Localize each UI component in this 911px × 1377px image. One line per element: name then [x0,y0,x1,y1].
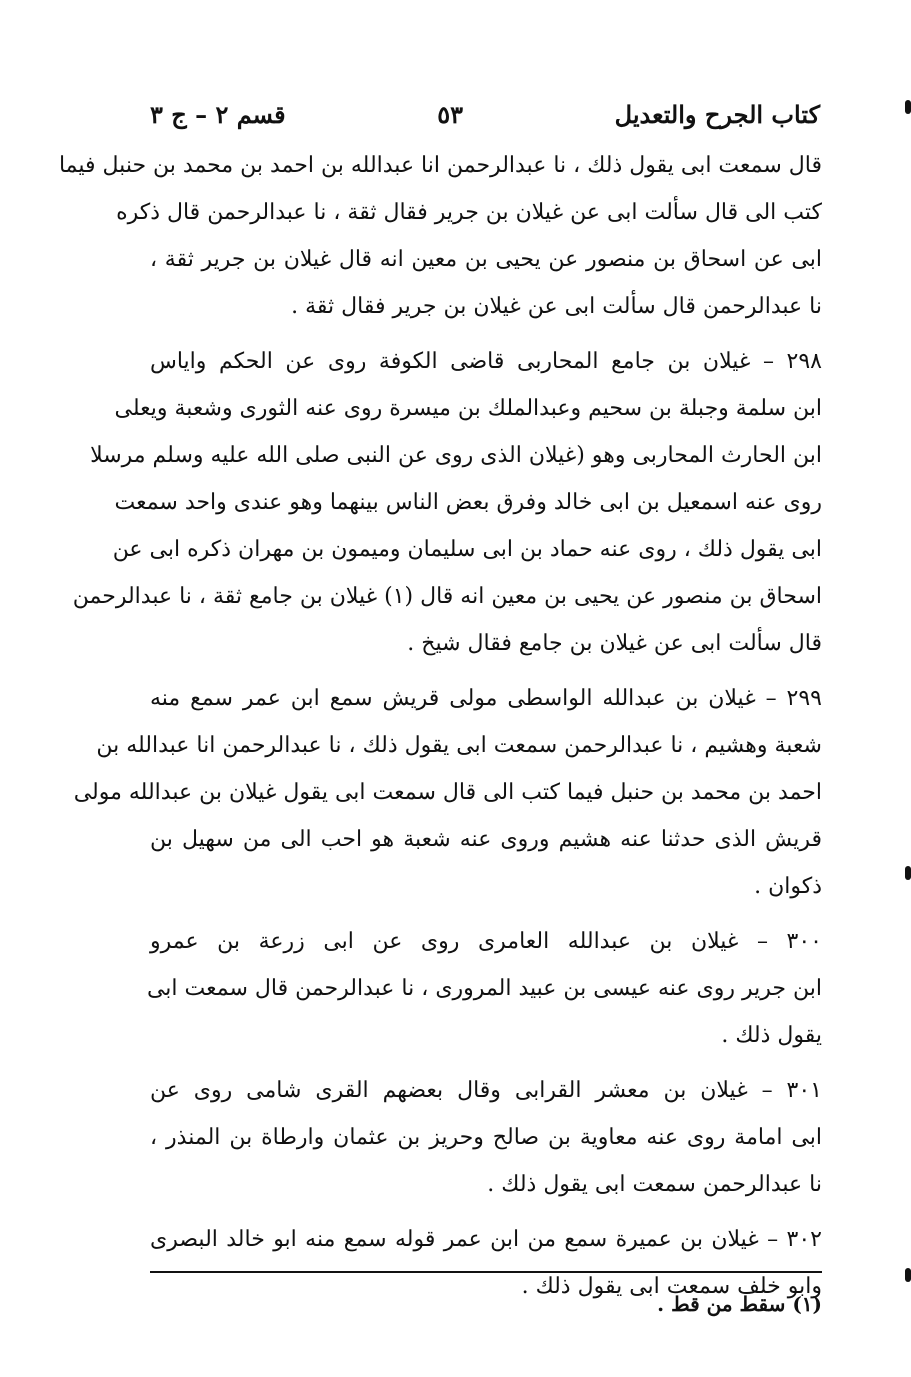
footnote-divider [150,1271,822,1273]
paragraph-gap [150,667,822,675]
text-line: ٣٠١ – غيلان بن معشر القرابى وقال بعضهم القرى شامى روى عن [150,1078,822,1103]
page-edge-mark [905,1268,911,1282]
text-line: ابن جرير روى عنه عيسى بن عبيد المرورى ، نا عبدالرحمن قال سمعت ابى [146,976,822,1001]
text-line: وابو خلف سمعت ابى يقول ذلك . [521,1274,822,1299]
text-line: نا عبدالرحمن سمعت ابى يقول ذلك . [487,1172,822,1197]
entry-paragraph [73,675,822,910]
text-line: اسحاق بن منصور عن يحيى بن معين انه قال (١) غيلان بن جامع ثقة ، نا عبدالرحمن [72,584,822,609]
footnote: (١) سقط من قط . [657,1292,822,1316]
text-line: ابى يقول ذلك ، روى عنه حماد بن ابى سليمان وميمون بن مهران ذكره ابى عن [112,537,822,562]
text-line: ٣٠٠ – غيلان بن عبدالله العامرى روى عن ابى زرعة بن عمرو [150,929,822,954]
page-edge-mark [905,866,911,880]
entry-paragraph [146,918,822,1059]
page-body [58,142,822,1310]
entry-paragraph [150,1067,822,1208]
paragraph-gap [150,1059,822,1067]
text-line: ٣٠٢ – غيلان بن عميرة سمع من ابن عمر قوله سمع منه ابو خالد البصرى [150,1227,822,1252]
book-title: كتاب الجرح والتعديل [614,99,820,129]
continuation-paragraph [58,142,822,330]
entry-paragraph [72,338,822,667]
text-line: ٢٩٨ – غيلان بن جامع المحاربى قاضى الكوفة روى عن الحكم واياس [150,349,822,374]
text-line: شعبة وهشيم ، نا عبدالرحمن سمعت ابى يقول ذلك ، نا عبدالرحمن انا عبدالله بن [96,733,822,758]
text-line: قال سألت ابى عن غيلان بن جامع فقال شيخ . [407,631,822,656]
section-label: قسم ٢ – ج ٣ [150,99,286,129]
text-line: ابن سلمة وجبلة بن سحيم وعبدالملك بن ميسرة روى عنه الثورى وشعبة ويعلى [114,396,822,421]
text-line: ذكوان . [754,874,822,899]
text-line: قريش الذى حدثنا عنه هشيم وروى عنه شعبة هو احب الى من سهيل بن [150,827,822,852]
text-line: يقول ذلك . [721,1023,822,1048]
text-line: ٢٩٩ – غيلان بن عبدالله الواسطى مولى قريش سمع ابن عمر سمع منه [150,686,822,711]
paragraph-gap [150,330,822,338]
page-edge-mark [905,100,911,114]
text-line: روى عنه اسمعيل بن ابى خالد وفرق بعض الناس بينهما وهو عندى واحد سمعت [114,490,822,515]
text-line: ابى امامة روى عنه معاوية بن صالح وحريز بن عثمان وارطاة بن المنذر ، [150,1125,822,1150]
page-header [150,92,820,136]
text-line: ابى عن اسحاق بن منصور عن يحيى بن معين انه قال غيلان بن جرير ثقة ، [150,247,822,272]
text-line: نا عبدالرحمن قال سألت ابى عن غيلان بن جرير فقال ثقة . [291,294,822,319]
paragraph-gap [150,1208,822,1216]
paragraph-gap [150,910,822,918]
text-line: احمد بن محمد بن حنبل فيما كتب الى قال سمعت ابى يقول غيلان بن عبدالله مولى [73,780,822,805]
page-number: ٥٣ [437,99,463,129]
text-line: قال سمعت ابى يقول ذلك ، نا عبدالرحمن انا عبدالله بن احمد بن محمد بن حنبل فيما [58,153,822,178]
text-line: ابن الحارث المحاربى وهو (غيلان الذى روى عن النبى صلى الله عليه وسلم مرسلا [90,443,822,468]
text-line: كتب الى قال سألت ابى عن غيلان بن جرير فقال ثقة ، نا عبدالرحمن قال ذكره [116,200,822,225]
